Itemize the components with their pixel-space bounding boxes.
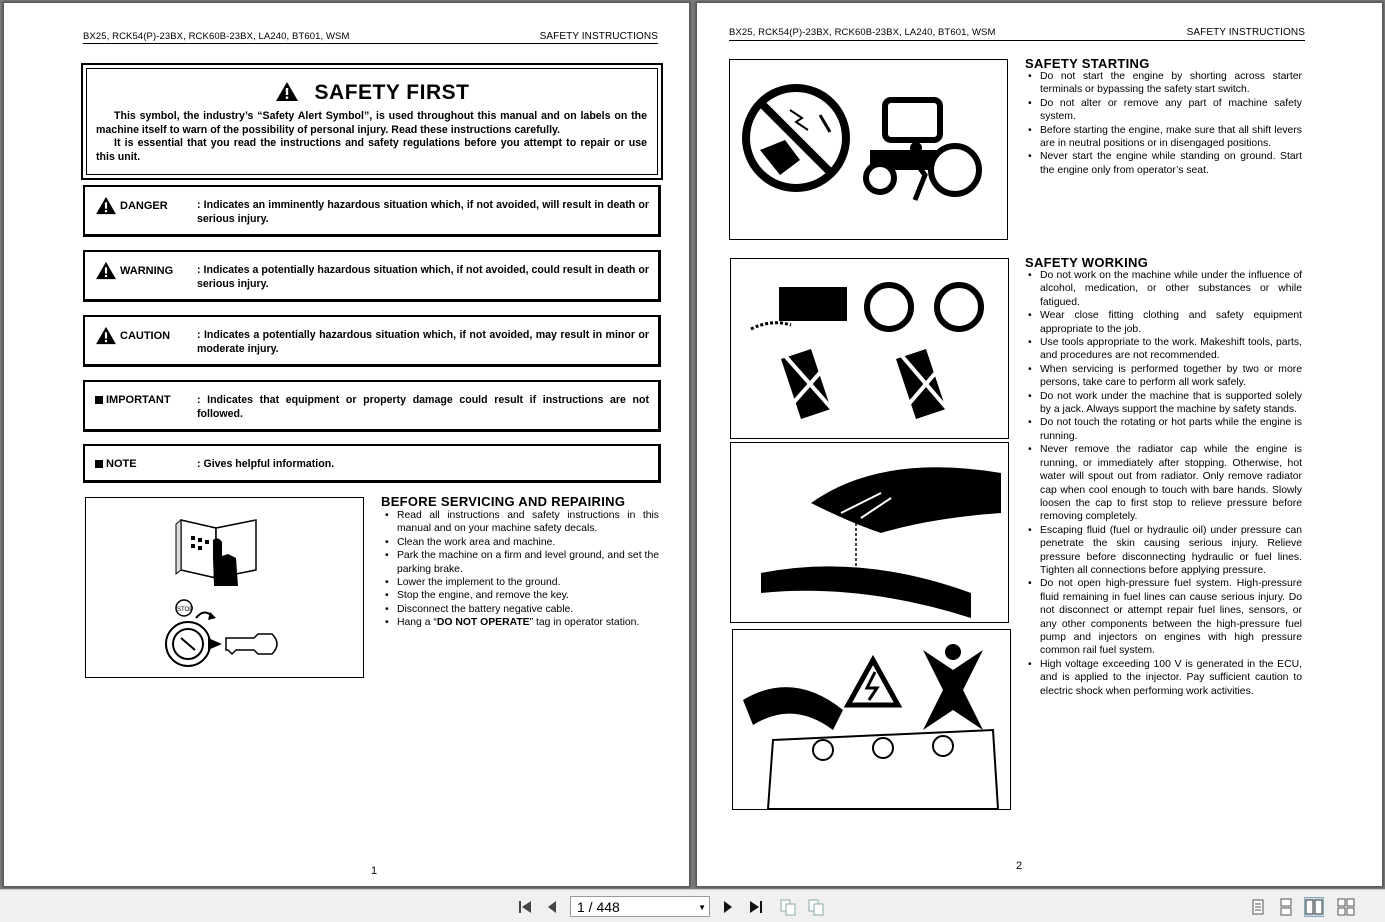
list-item [381,616,659,629]
first-page-icon[interactable] [516,898,534,916]
list-item: • Do not open high-pressure fuel system. High-pressure fluid remaining in fuel lines can cause serious injury. Do not disconnect or attempt repair fuel lines, sensors, or any other components between the high-pressure fuel pump and injectors on engines with high pressure common rail fuel system. [1024,577,1302,657]
high-pressure-fluid-illustration [730,442,1009,623]
no-bypass-start-illustration [730,60,1007,239]
safety-first-title [87,81,657,105]
before-servicing-list [381,509,659,630]
list-item: • Park the machine on a firm and level ground, and set the parking brake. [381,549,659,576]
pdf-page-1 [3,2,690,887]
alert-triangle-icon [95,196,117,215]
danger-label: DANGER [120,199,168,212]
caution-label: CAUTION [120,329,171,342]
note-text: : Gives helpful information. [197,458,335,470]
servicing-illustration [85,497,364,678]
header-rule [83,43,658,44]
list-item: • Do not touch the rotating or hot parts while the engine is running. [1024,416,1302,443]
alert-triangle-icon [95,326,117,345]
hang-tag-suffix: ” tag in operator station. [529,617,640,629]
last-page-icon[interactable] [747,898,765,916]
caution-definition-box [83,315,661,367]
page-number: 1 [371,865,378,877]
pdf-page-2 [696,2,1383,887]
warning-label: WARNING [120,264,174,277]
rotating-parts-illustration [730,258,1009,439]
list-item: • Lower the implement to the ground. [381,576,659,589]
before-servicing-title: BEFORE SERVICING AND REPAIRING [381,494,626,509]
alert-triangle-icon [275,81,299,102]
page-header-left: BX25, RCK54(P)-23BX, RCK60B-23BX, LA240, BT601, WSM [83,31,350,42]
manual-and-key-illustration [86,498,363,677]
page-indicator: 1 / 448 [577,899,620,915]
important-label: IMPORTANT [106,394,171,406]
single-page-icon[interactable] [1249,898,1267,916]
list-item: • Clean the work area and machine. [381,536,659,549]
list-item: • Never start the engine while standing on ground. Start the engine only from operator’s seat. [1024,150,1302,177]
page-number-select[interactable] [570,896,710,917]
square-bullet-icon [95,460,103,468]
list-item: • Never remove the radiator cap while the engine is running, or immediately after stopping. Otherwise, hot water will spout out from radiator. Only remove radiator cap when cool enough to touch with bare hands. Slowly loosen the cap to first stop to relieve pressure before removing completely. [1024,443,1302,523]
two-page-icon[interactable] [1305,898,1323,916]
chevron-down-icon: ▼ [698,903,706,912]
page-header-right: SAFETY INSTRUCTIONS [1186,27,1305,38]
viewer-toolbar [0,889,1385,922]
stop-sign-label: STOP [177,607,194,613]
prev-page-icon[interactable] [543,898,561,916]
list-item: • Wear close fitting clothing and safety equipment appropriate to the job. [1024,309,1302,336]
list-item: • Do not alter or remove any part of machine safety system. [1024,97,1302,124]
list-item: • Before starting the engine, make sure that all shift levers are in neutral positions or in disengaged positions. [1024,124,1302,151]
alert-triangle-icon [95,261,117,280]
rotate-left-icon[interactable] [779,898,797,916]
list-item: • When servicing is performed together by two or more persons, take care to perform all work safely. [1024,363,1302,390]
safety-starting-list [1024,70,1302,177]
electric-shock-illustration [732,629,1011,810]
list-item: • Stop the engine, and remove the key. [381,589,659,602]
safety-working-list [1024,269,1302,698]
safety-first-paragraph-1: This symbol, the industry’s “Safety Alert Symbol”, is used throughout this manual and on labels on the machine itself to warn of the possibility of personal injury. Read these instructions carefully. [96,110,647,136]
rotate-right-icon[interactable] [807,898,825,916]
do-not-operate-emphasis: DO NOT OPERATE [436,617,530,629]
list-item: • Do not start the engine by shorting across starter terminals or bypassing the safety start switch. [1024,70,1302,97]
warning-text: : Indicates a potentially hazardous situation which, if not avoided, could result in death or serious injury. [197,264,649,290]
hang-tag-prefix: Hang a “ [397,617,437,629]
list-item: • Read all instructions and safety instructions in this manual and on your machine safety decals. [381,509,659,536]
pressure-leak-illustration [731,443,1008,622]
list-item: • Do not work on the machine while under the influence of alcohol, medication, or other substances or while fatigued. [1024,269,1302,309]
list-item: • High voltage exceeding 100 V is generated in the ECU, and is applied to the injector. Pay sufficient caution to electric shock when performing work activities. [1024,658,1302,698]
next-page-icon[interactable] [719,898,737,916]
safety-first-paragraph-2: It is essential that you read the instructions and safety regulations before you attempt to repair or use this unit. [96,137,647,163]
warning-definition-box [83,250,661,302]
list-item: • Do not work under the machine that is supported solely by a jack. Always support the machine by safety stands. [1024,390,1302,417]
square-bullet-icon [95,396,103,404]
page-header-left: BX25, RCK54(P)-23BX, RCK60B-23BX, LA240, BT601, WSM [729,27,996,38]
list-item: • Escaping fluid (fuel or hydraulic oil) under pressure can penetrate the skin causing serious injury. Relieve pressure before disconnecting hydraulic or fuel lines. Tighten all connections before applying pressure. [1024,524,1302,578]
starting-illustration [729,59,1008,240]
no-touch-rotating-illustration [731,259,1008,438]
danger-definition-box [83,185,661,237]
note-definition-box [83,444,661,483]
list-item: • Use tools appropriate to the work. Makeshift tools, parts, and procedures are not recommended. [1024,336,1302,363]
safety-working-title: SAFETY WORKING [1025,255,1149,270]
caution-text: : Indicates a potentially hazardous situation which, if not avoided, may result in minor or moderate injury. [197,329,649,355]
note-label: NOTE [106,458,137,470]
high-voltage-illustration [733,630,1010,809]
safety-starting-title: SAFETY STARTING [1025,56,1150,71]
important-text: : Indicates that equipment or property damage could result if instructions are not followed. [197,394,649,420]
list-item: • Disconnect the battery negative cable. [381,603,659,616]
danger-text: : Indicates an imminently hazardous situation which, if not avoided, will result in death or serious injury. [197,199,649,225]
page-number: 2 [1016,860,1023,872]
important-definition-box [83,380,661,432]
header-rule [729,40,1305,41]
safety-first-title-text: SAFETY FIRST [314,81,470,104]
two-page-continuous-icon[interactable] [1337,898,1355,916]
continuous-icon[interactable] [1277,898,1295,916]
page-header-right: SAFETY INSTRUCTIONS [539,31,658,42]
safety-first-box [81,63,663,180]
